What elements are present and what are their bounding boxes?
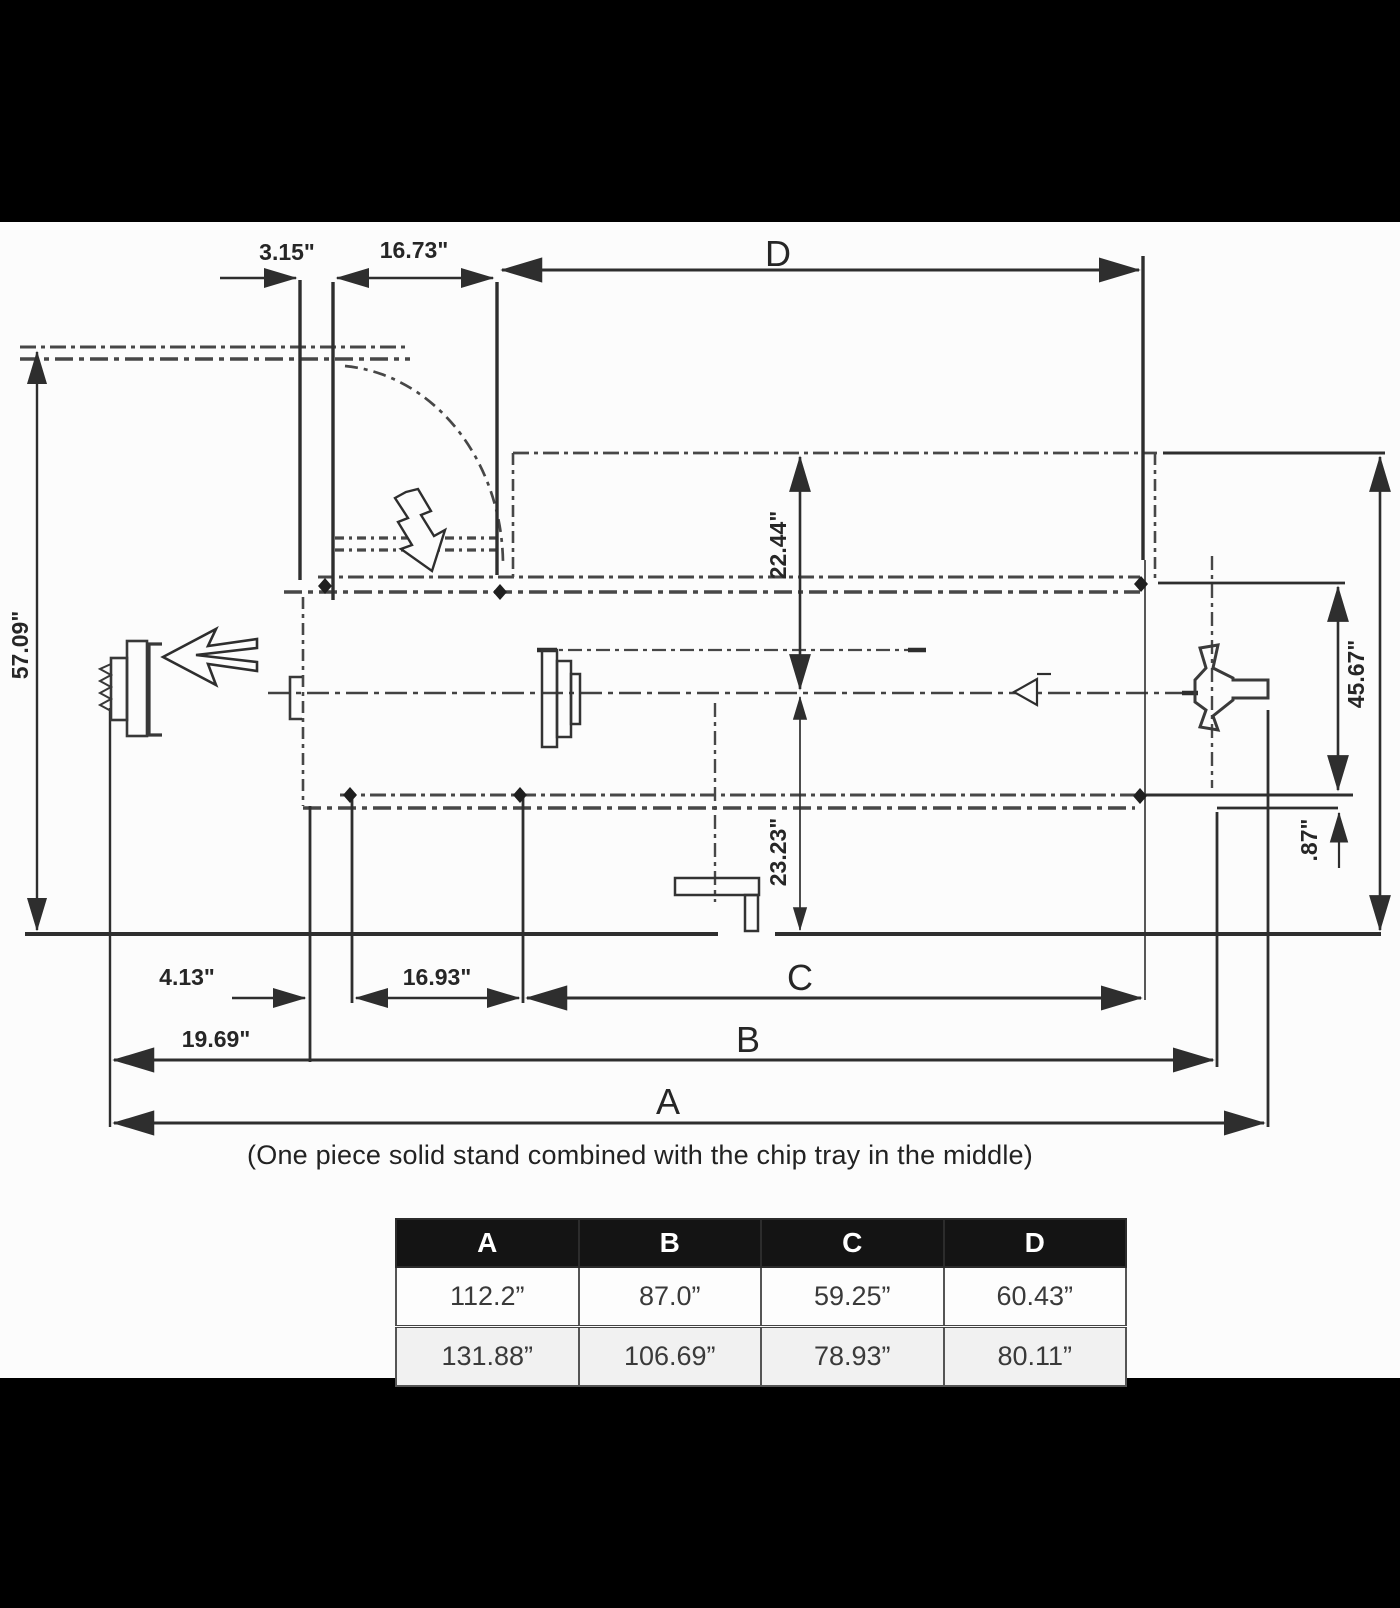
table-header-d: D bbox=[944, 1219, 1127, 1267]
table-cell: 106.69” bbox=[579, 1327, 762, 1387]
table-cell: 60.43” bbox=[944, 1267, 1127, 1327]
dim-foot-offset: .87" bbox=[1296, 818, 1322, 862]
dim-door-offset: 3.15" bbox=[259, 239, 315, 265]
table-cell: 59.25” bbox=[761, 1267, 944, 1327]
dimension-table bbox=[395, 1218, 1127, 1387]
table-row bbox=[396, 1267, 1126, 1327]
table-header-c: C bbox=[761, 1219, 944, 1267]
table-row bbox=[396, 1327, 1126, 1387]
table-cell: 80.11” bbox=[944, 1327, 1127, 1387]
table-cell: 131.88” bbox=[396, 1327, 579, 1387]
table-cell: 78.93” bbox=[761, 1327, 944, 1387]
table-header-a: A bbox=[396, 1219, 579, 1267]
dim-center-to-front: 23.23" bbox=[765, 817, 791, 887]
table-header-b: B bbox=[579, 1219, 762, 1267]
dim-door-width: 16.73" bbox=[379, 237, 449, 263]
dim-left-gap: 4.13" bbox=[159, 964, 215, 990]
dim-center-to-back: 22.44" bbox=[765, 510, 791, 580]
dim-a-label: A bbox=[655, 1081, 681, 1122]
dim-d-label: D bbox=[765, 233, 791, 274]
table-cell: 112.2” bbox=[396, 1267, 579, 1327]
table-header-row bbox=[396, 1219, 1126, 1267]
sheet-background bbox=[0, 222, 1400, 1378]
drawing-caption: (One piece solid stand combined with the chip tray in the middle) bbox=[247, 1140, 1033, 1170]
dim-c-label: C bbox=[787, 957, 813, 998]
dim-left-overhang: 19.69" bbox=[181, 1026, 251, 1052]
table-cell: 87.0” bbox=[579, 1267, 762, 1327]
dim-depth-total: 57.09" bbox=[7, 610, 33, 680]
dim-b-label: B bbox=[735, 1019, 761, 1060]
dim-right-height: 45.67" bbox=[1343, 639, 1369, 709]
dim-stand-width: 16.93" bbox=[402, 964, 472, 990]
